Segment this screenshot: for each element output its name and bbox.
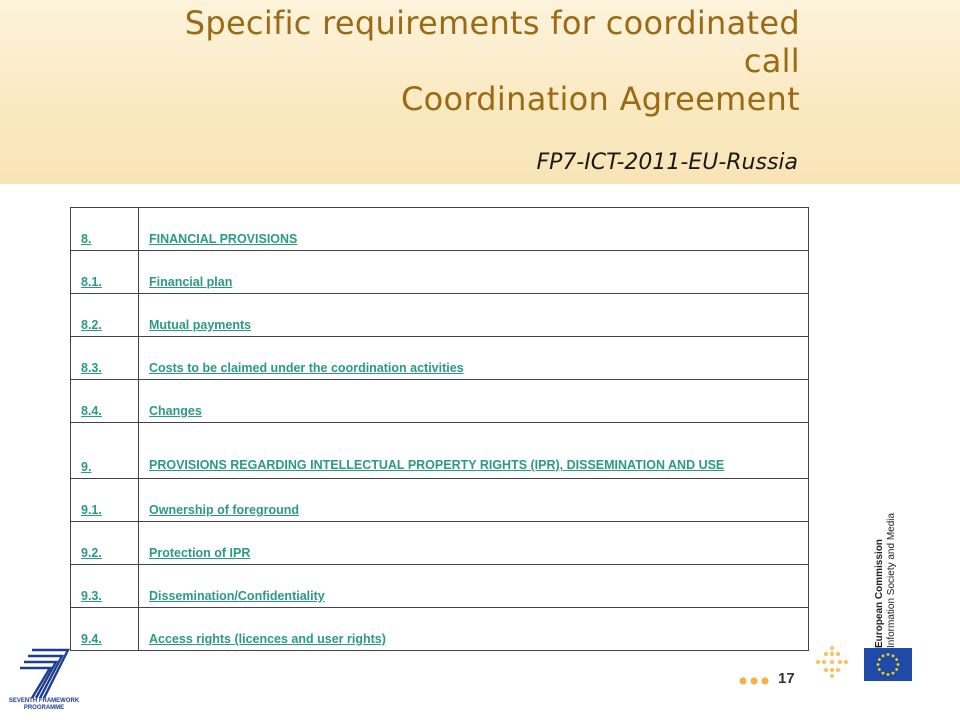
eu-star bbox=[882, 672, 885, 675]
toc-title-link[interactable]: Access rights (licences and user rights) bbox=[149, 632, 386, 646]
eu-star bbox=[895, 668, 898, 671]
toc-title-link[interactable]: FINANCIAL PROVISIONS bbox=[149, 232, 298, 246]
slide-subtitle: FP7-ICT-2011-EU-Russia bbox=[536, 150, 798, 175]
toc-title-link[interactable]: Mutual payments bbox=[149, 318, 252, 332]
eu-star bbox=[877, 663, 880, 666]
toc-number-link[interactable]: 9.2. bbox=[81, 546, 102, 560]
eu-star bbox=[882, 654, 885, 657]
fp7-line-2: PROGRAMME bbox=[23, 705, 65, 711]
toc-row bbox=[71, 608, 809, 651]
ec-dg-name: Information Society and Media bbox=[886, 512, 897, 648]
toc-row bbox=[71, 294, 809, 337]
toc-number-link[interactable]: 8. bbox=[81, 232, 92, 246]
title-line-1: Specific requirements for coordinated bbox=[184, 4, 800, 42]
toc-row bbox=[71, 565, 809, 608]
cross-dots-decoration-icon bbox=[815, 645, 849, 679]
toc-row bbox=[71, 423, 809, 479]
toc-number-link[interactable]: 9.4. bbox=[81, 632, 102, 646]
toc-number-link[interactable]: 8.2. bbox=[81, 318, 102, 332]
toc-row bbox=[71, 208, 809, 251]
fp7-logo-text bbox=[4, 698, 84, 712]
eu-star bbox=[892, 654, 895, 657]
eu-star bbox=[878, 668, 881, 671]
eu-flag-icon bbox=[864, 648, 912, 681]
toc-row bbox=[71, 337, 809, 380]
ec-logo-text bbox=[874, 513, 898, 648]
eu-star bbox=[895, 658, 898, 661]
toc-number-link[interactable]: 9. bbox=[81, 460, 92, 474]
fp7-logo-icon bbox=[4, 648, 74, 700]
eu-star bbox=[892, 672, 895, 675]
toc-title-link[interactable]: Changes bbox=[149, 404, 202, 418]
toc-table bbox=[70, 207, 809, 651]
eu-star bbox=[897, 663, 900, 666]
toc-row bbox=[71, 522, 809, 565]
toc-number-link[interactable]: 8.1. bbox=[81, 275, 102, 289]
toc-row bbox=[71, 380, 809, 423]
page-number: 17 bbox=[778, 670, 795, 687]
toc-number-link[interactable]: 9.1. bbox=[81, 503, 102, 517]
slide-title bbox=[40, 4, 800, 118]
eu-star bbox=[887, 673, 890, 676]
toc-title-link[interactable]: Costs to be claimed under the coordination activities bbox=[149, 361, 464, 375]
toc-title-link[interactable]: Financial plan bbox=[149, 275, 233, 289]
fp7-line-1: SEVENTH FRAMEWORK bbox=[8, 698, 80, 704]
toc-number-link[interactable]: 9.3. bbox=[81, 589, 102, 603]
toc-title-link[interactable]: PROVISIONS REGARDING INTELLECTUAL PROPERTY RIGHTS (IPR), DISSEMINATION AND USE bbox=[149, 458, 725, 472]
toc-row bbox=[71, 479, 809, 522]
toc-title-link[interactable]: Protection of IPR bbox=[149, 546, 251, 560]
title-line-3: Coordination Agreement bbox=[401, 80, 800, 118]
ec-name: European Commission bbox=[874, 539, 885, 648]
toc-title-link[interactable]: Dissemination/Confidentiality bbox=[149, 589, 325, 603]
toc-title-link[interactable]: Ownership of foreground bbox=[149, 503, 299, 517]
toc-row bbox=[71, 251, 809, 294]
eu-star bbox=[878, 658, 881, 661]
eu-star bbox=[887, 653, 890, 656]
dots-decoration-icon bbox=[738, 675, 774, 687]
toc-number-link[interactable]: 8.4. bbox=[81, 404, 102, 418]
title-line-2: call bbox=[743, 42, 800, 80]
toc-number-link[interactable]: 8.3. bbox=[81, 361, 102, 375]
